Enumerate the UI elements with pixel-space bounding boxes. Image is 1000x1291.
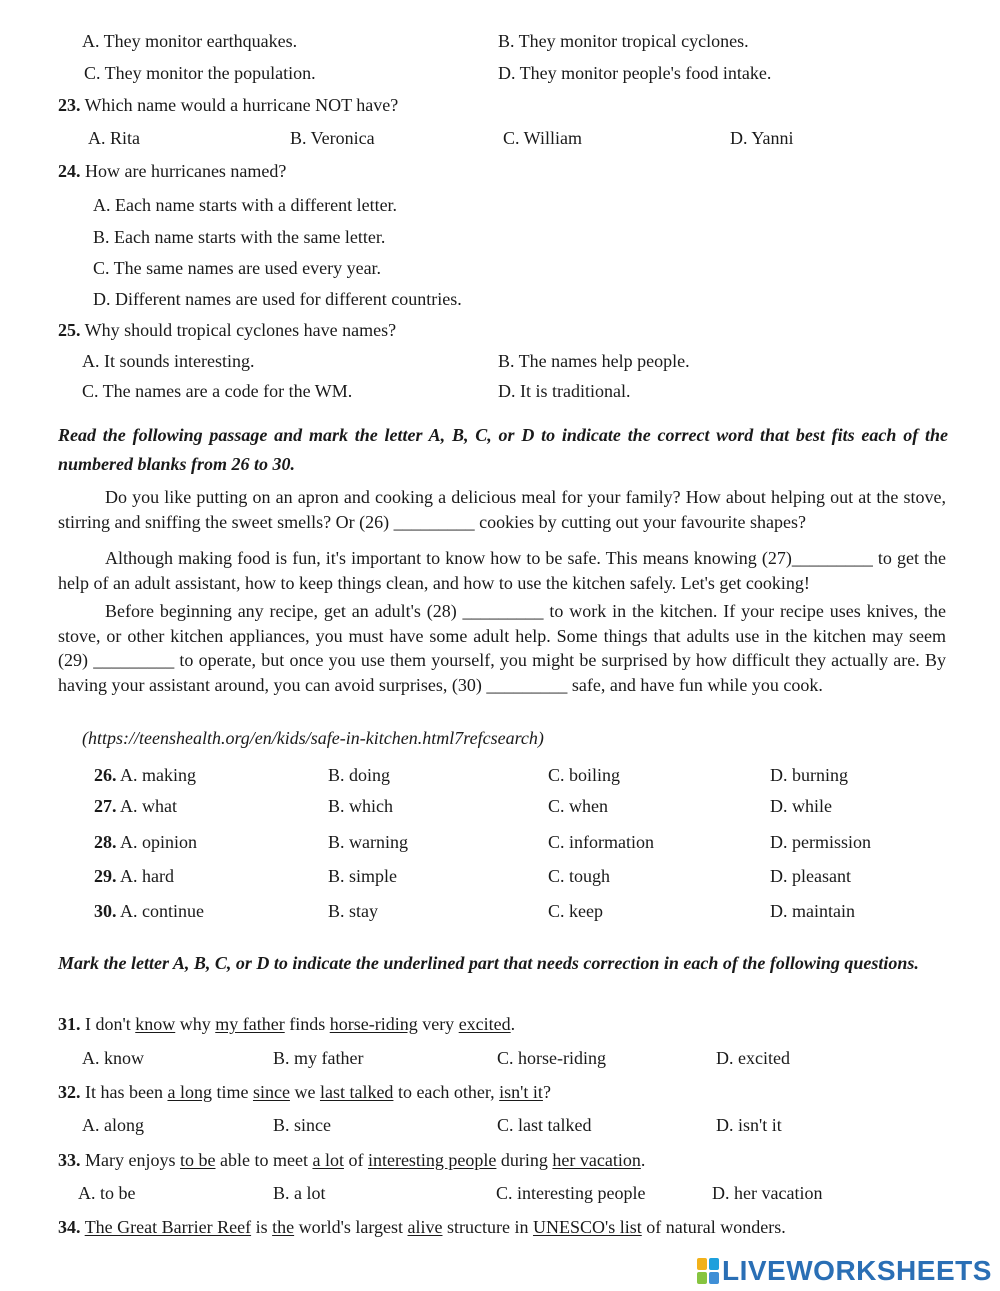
q31-text: very [417, 1014, 459, 1034]
q25-option-a: A. It sounds interesting. [82, 351, 255, 371]
q24-number: 24. [58, 161, 81, 181]
q30-option-b: B. stay [328, 901, 379, 921]
q26-option-c: C. boiling [548, 765, 621, 785]
q33-underlined-d: her vacation [552, 1150, 641, 1170]
q22-option-a: A. They monitor earthquakes. [82, 31, 298, 51]
q30-option-a [94, 899, 204, 923]
q34-number: 34. [58, 1217, 81, 1237]
error-instruction: Mark the letter A, B, C, or D to indicate the underlined part that needs correction in each of the following questions. [58, 953, 919, 973]
liveworksheets-logo [697, 1256, 992, 1286]
q31-option-a: A. know [82, 1048, 144, 1068]
q31-underlined-d: excited [458, 1014, 511, 1034]
q34-text: of natural wonders. [641, 1217, 786, 1237]
q22-option-b: B. They monitor tropical cyclones. [498, 31, 749, 51]
q34-text: is [251, 1217, 273, 1237]
q23-option-d: D. Yanni [730, 128, 794, 148]
q25-option-c: C. The names are a code for the WM. [82, 381, 353, 401]
q32-option-b: B. since [273, 1115, 331, 1135]
q32-underlined-a: a long [167, 1082, 212, 1102]
passage-paragraph-1 [58, 485, 946, 534]
q28-option-d: D. permission [770, 832, 871, 852]
q24-text: How are hurricanes named? [80, 161, 287, 181]
q32-text: time [211, 1082, 253, 1102]
cloze-instruction: Read the following passage and mark the letter A, B, C, or D to indicate the correct word that best fits each of the numbered blanks from 26 to 30. [58, 425, 948, 474]
q28-option-a-text: A. opinion [116, 832, 198, 852]
q33-text: Mary enjoys [80, 1150, 180, 1170]
q29-option-a [94, 864, 174, 888]
q31-option-c: C. horse-riding [497, 1048, 606, 1068]
q27-number: 27. [94, 796, 117, 816]
q32-text: ? [542, 1082, 551, 1102]
q28-option-c: C. information [548, 832, 654, 852]
liveworksheets-logo-icon [697, 1258, 719, 1284]
q32-text: we [289, 1082, 320, 1102]
q32-underlined-d: isn't it [499, 1082, 543, 1102]
logo-tile-darkblue [709, 1272, 719, 1284]
q32-underlined-b: since [252, 1082, 290, 1102]
q31-text: finds [284, 1014, 330, 1034]
q30-option-c: C. keep [548, 901, 603, 921]
q31-stem [58, 1012, 515, 1036]
passage-paragraph-2-text: Although making food is fun, it's important to know how to be safe. This means knowing (27)_________ to get the help of an adult assistant, how to keep things clean, and how to use the kitchen safely. Let's get cooking! [58, 548, 946, 593]
q34-underlined-b: the [272, 1217, 295, 1237]
q34-underlined-d: UNESCO's list [532, 1217, 642, 1237]
q27-option-b: B. which [328, 796, 393, 816]
q32-option-c: C. last talked [497, 1115, 592, 1135]
q23-option-b: B. Veronica [290, 128, 375, 148]
q25-text: Why should tropical cyclones have names? [80, 320, 397, 340]
logo-tile-yellow [697, 1258, 707, 1270]
passage-paragraph-2 [58, 546, 946, 595]
q26-option-d: D. burning [770, 765, 848, 785]
q30-option-a-text: A. continue [116, 901, 204, 921]
q27-option-d: D. while [770, 796, 832, 816]
q24-stem [58, 159, 286, 183]
q28-option-a [94, 830, 197, 854]
q25-option-b: B. The names help people. [498, 351, 690, 371]
q24-option-a: A. Each name starts with a different letter. [93, 195, 398, 215]
q33-number: 33. [58, 1150, 81, 1170]
q24-option-b: B. Each name starts with the same letter. [93, 227, 386, 247]
q32-text: to each other, [393, 1082, 500, 1102]
q33-text: during [496, 1150, 553, 1170]
q32-option-d: D. isn't it [716, 1115, 782, 1135]
q34-text: world's largest [294, 1217, 408, 1237]
q29-option-b: B. simple [328, 866, 398, 886]
q27-option-a [94, 794, 177, 818]
q31-option-d: D. excited [716, 1048, 790, 1068]
q25-option-d: D. It is traditional. [498, 381, 631, 401]
q34-underlined-c: alive [407, 1217, 443, 1237]
q28-number: 28. [94, 832, 117, 852]
q33-text: . [640, 1150, 646, 1170]
q33-stem [58, 1148, 645, 1172]
liveworksheets-logo-text: LIVEWORKSHEETS [722, 1255, 992, 1286]
q31-underlined-a: know [135, 1014, 176, 1034]
q32-stem [58, 1080, 551, 1104]
passage-paragraph-3 [58, 599, 946, 697]
q32-underlined-c: last talked [319, 1082, 394, 1102]
q31-text: why [175, 1014, 216, 1034]
q33-text: able to meet [215, 1150, 313, 1170]
q33-option-b: B. a lot [273, 1183, 326, 1203]
q32-text: It has been [80, 1082, 168, 1102]
q31-option-b: B. my father [273, 1048, 364, 1068]
q32-number: 32. [58, 1082, 81, 1102]
q22-option-c: C. They monitor the population. [84, 63, 316, 83]
q26-option-a [94, 763, 196, 787]
q29-option-c: C. tough [548, 866, 611, 886]
q33-option-d: D. her vacation [712, 1183, 823, 1203]
q33-option-a: A. to be [78, 1183, 136, 1203]
q23-stem [58, 93, 398, 117]
q26-number: 26. [94, 765, 117, 785]
q23-number: 23. [58, 95, 81, 115]
q26-option-b: B. doing [328, 765, 391, 785]
logo-tile-blue [709, 1258, 719, 1270]
q25-number: 25. [58, 320, 81, 340]
q24-option-d: D. Different names are used for different countries. [93, 289, 462, 309]
q26-option-a-text: A. making [116, 765, 196, 785]
q25-stem [58, 318, 396, 342]
q23-option-c: C. William [503, 128, 582, 148]
q31-text: . [510, 1014, 516, 1034]
q30-number: 30. [94, 901, 117, 921]
q27-option-a-text: A. what [116, 796, 177, 816]
q29-option-d: D. pleasant [770, 866, 851, 886]
q31-number: 31. [58, 1014, 81, 1034]
q33-underlined-c: interesting people [367, 1150, 497, 1170]
q22-option-d: D. They monitor people's food intake. [498, 63, 772, 83]
passage-source: (https://teenshealth.org/en/kids/safe-in-kitchen.html7refcsearch) [82, 728, 544, 748]
passage-paragraph-3-text: Before beginning any recipe, get an adult's (28) _________ to work in the kitchen. If your recipe uses knives, the stove, or other kitchen appliances, you must have some adult help. Some things that adults use in the kitchen may seem (29) _________ to operate, but once you use them yourself, you might be surprised by how difficult they actually are. By having your assistant around, you can avoid surprises, (30) _________ safe, and have fun while you cook. [58, 601, 946, 695]
q34-underlined-a: The Great Barrier Reef [84, 1217, 252, 1237]
q23-option-a: A. Rita [88, 128, 140, 148]
q28-option-b: B. warning [328, 832, 408, 852]
q33-text: of [343, 1150, 368, 1170]
logo-tile-green [697, 1272, 707, 1284]
q30-option-d: D. maintain [770, 901, 855, 921]
passage-paragraph-1-text: Do you like putting on an apron and cooking a delicious meal for your family? How about helping out at the stove, stirring and sniffing the sweet smells? Or (26) _________ cookies by cutting out your favourite shapes? [58, 487, 946, 532]
q33-underlined-a: to be [179, 1150, 216, 1170]
q31-underlined-c: horse-riding [329, 1014, 418, 1034]
q34-text: structure in [442, 1217, 533, 1237]
q32-option-a: A. along [82, 1115, 144, 1135]
q31-underlined-b: my father [215, 1014, 285, 1034]
q27-option-c: C. when [548, 796, 608, 816]
q29-option-a-text: A. hard [116, 866, 174, 886]
q24-option-c: C. The same names are used every year. [93, 258, 382, 278]
q33-underlined-b: a lot [312, 1150, 344, 1170]
q23-text: Which name would a hurricane NOT have? [80, 95, 399, 115]
q29-number: 29. [94, 866, 117, 886]
q34-stem [58, 1215, 786, 1239]
q31-text: I don't [80, 1014, 136, 1034]
q33-option-c: C. interesting people [496, 1183, 646, 1203]
